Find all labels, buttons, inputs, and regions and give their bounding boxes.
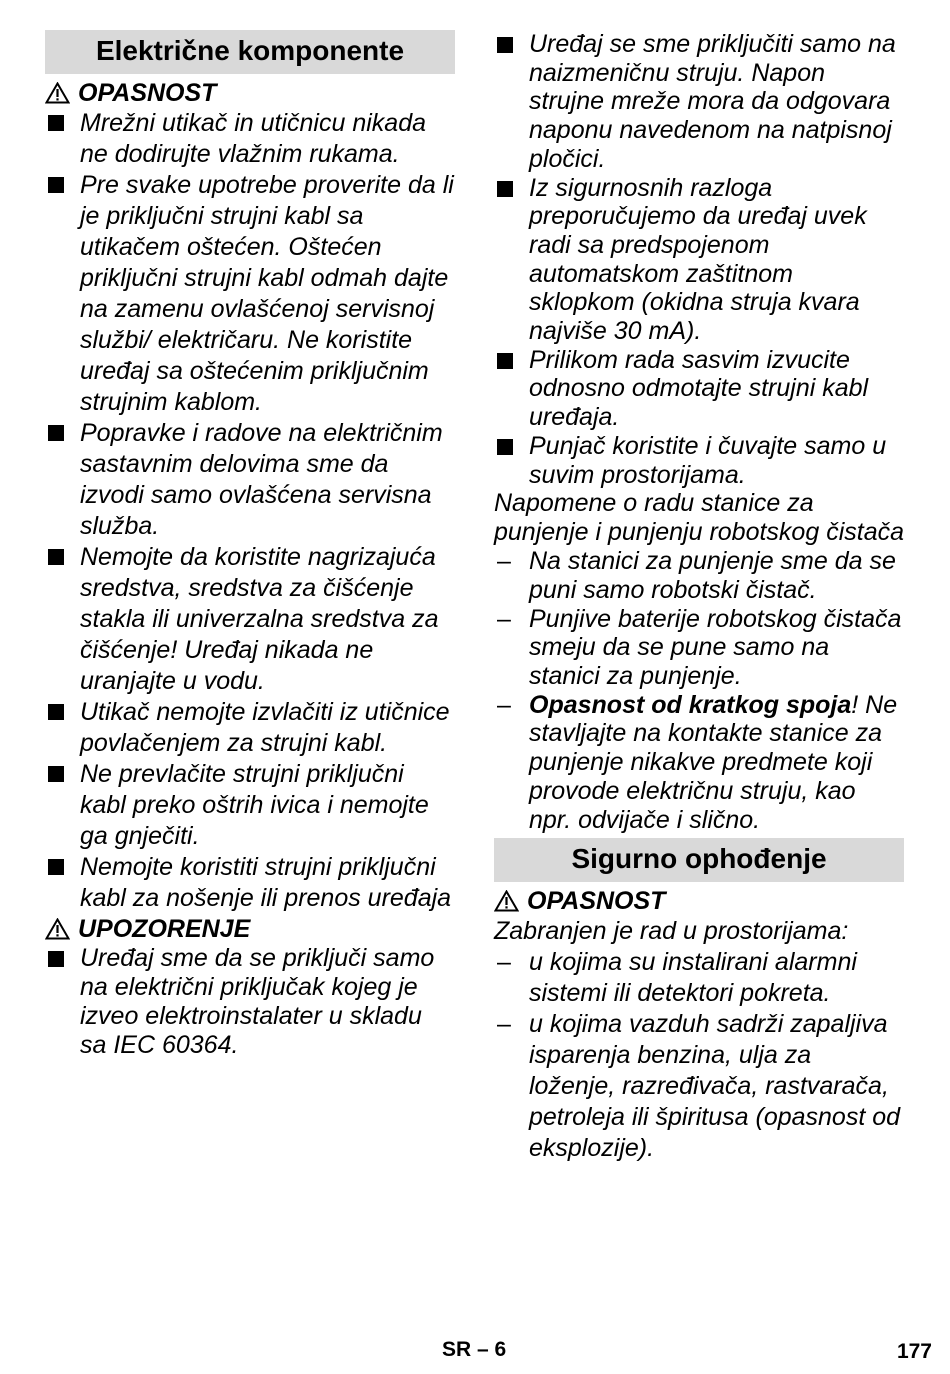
dash-marker: – bbox=[497, 948, 511, 977]
left-column bbox=[45, 30, 455, 1060]
dash-marker: – bbox=[497, 604, 511, 633]
warning-triangle-icon bbox=[45, 82, 70, 104]
bullet-square-icon bbox=[48, 425, 64, 441]
bullet-square-icon bbox=[48, 704, 64, 720]
dash-item: – Punjive baterije robotskog čistača smeju da se pune samo na stanici za punjenje. bbox=[494, 605, 904, 691]
list-item: Uređaj se sme priključiti samo na naizmeničnu struju. Napon strujne mreže mora da odgovara naponu navedenom na natpisnoj pločici. bbox=[494, 30, 904, 174]
warning-label: UPOZORENJE bbox=[78, 915, 251, 943]
page-number: 177 bbox=[896, 1340, 932, 1363]
bullet-square-icon bbox=[497, 37, 513, 53]
warning-triangle-icon bbox=[45, 918, 70, 940]
list-item: Ne prevlačite strujni priključni kabl preko oštrih ivica i nemojte ga gnječiti. bbox=[45, 759, 455, 852]
list-item: Utikač nemojte izvlačiti iz utičnice povlačenjem za strujni kabl. bbox=[45, 697, 455, 759]
list-item: Pre svake upotrebe proverite da li je priključni strujni kabl sa utikačem oštećen. Oštećen priključni strujni kabl odmah dajte na zamenu ovlašćenoj servisnoj službi/ električaru. Ne koristite uređaj sa oštećenim priključnim strujnim kablom. bbox=[45, 170, 455, 418]
bullet-square-icon bbox=[48, 951, 64, 967]
notes-intro: Napomene o radu stanice za punjenje i punjenju robotskog čistača bbox=[494, 489, 904, 547]
list-item: Prilikom rada sasvim izvucite odnosno odmotajte strujni kabl uređaja. bbox=[494, 346, 904, 432]
list-item: Nemojte koristiti strujni priključni kabl za nošenje ili prenos uređaja bbox=[45, 852, 455, 914]
list-item: Iz sigurnosnih razloga preporučujemo da uređaj uvek radi sa predspojenom automatskom zaštitnom sklopkom (okidna struja kvara najviše 30 mA). bbox=[494, 174, 904, 346]
section-header-safe-handling: Sigurno ophođenje bbox=[494, 838, 904, 882]
warning-label: OPASNOST bbox=[527, 887, 666, 916]
bullet-square-icon bbox=[48, 859, 64, 875]
warning-heading-danger bbox=[45, 78, 455, 108]
dash-marker: – bbox=[497, 547, 511, 576]
short-circuit-warning: Opasnost od kratkog spoja bbox=[529, 690, 852, 719]
list-item: Mrežni utikač in utičnicu nikada ne dodirujte vlažnim rukama. bbox=[45, 108, 455, 170]
section-header-electrical: Električne komponente bbox=[45, 30, 455, 74]
dash-marker: – bbox=[497, 1010, 511, 1039]
bullet-square-icon bbox=[48, 177, 64, 193]
warning-triangle-icon bbox=[494, 890, 519, 912]
footer-section-label: SR – 6 bbox=[442, 1338, 507, 1361]
warning-heading-danger bbox=[494, 886, 904, 916]
list-item: Punjač koristite i čuvajte samo u suvim prostorijama. bbox=[494, 432, 904, 489]
dash-item: – Na stanici za punjenje sme da se puni samo robotski čistač. bbox=[494, 547, 904, 604]
bullet-square-icon bbox=[497, 439, 513, 455]
list-item: Uređaj sme da se priključi samo na električni priključak kojeg je izveo elektroinstalater u skladu sa IEC 60364. bbox=[45, 944, 455, 1060]
dash-item: – Opasnost od kratkog spoja! Ne stavljajte na kontakte stanice za punjenje nikakve predmete koji provode električnu struju, kao npr. odvijače i slično. bbox=[494, 691, 904, 835]
bullet-square-icon bbox=[48, 549, 64, 565]
bullet-square-icon bbox=[497, 353, 513, 369]
warning-label: OPASNOST bbox=[78, 79, 217, 107]
right-column bbox=[494, 30, 904, 1164]
dash-item: – u kojima vazduh sadrži zapaljiva isparenja benzina, ulja za loženje, razređivača, rastvarača, petroleja ili špiritusa (opasnost od eksplozije). bbox=[494, 1009, 904, 1164]
bullet-square-icon bbox=[48, 115, 64, 131]
dash-marker: – bbox=[497, 690, 511, 719]
bullet-square-icon bbox=[497, 181, 513, 197]
list-item: Nemojte da koristite nagrizajuća sredstva, sredstva za čišćenje stakla ili univerzalna sredstva za čišćenje! Uređaj nikada ne uranjajte u vodu. bbox=[45, 542, 455, 697]
forbidden-intro: Zabranjen je rad u prostorijama: bbox=[494, 917, 849, 946]
list-item: Popravke i radove na električnim sastavnim delovima sme da izvodi samo ovlašćena servisna služba. bbox=[45, 418, 455, 542]
warning-heading-caution bbox=[45, 914, 455, 944]
bullet-square-icon bbox=[48, 766, 64, 782]
dash-item: – u kojima su instalirani alarmni sistemi ili detektori pokreta. bbox=[494, 947, 904, 1009]
